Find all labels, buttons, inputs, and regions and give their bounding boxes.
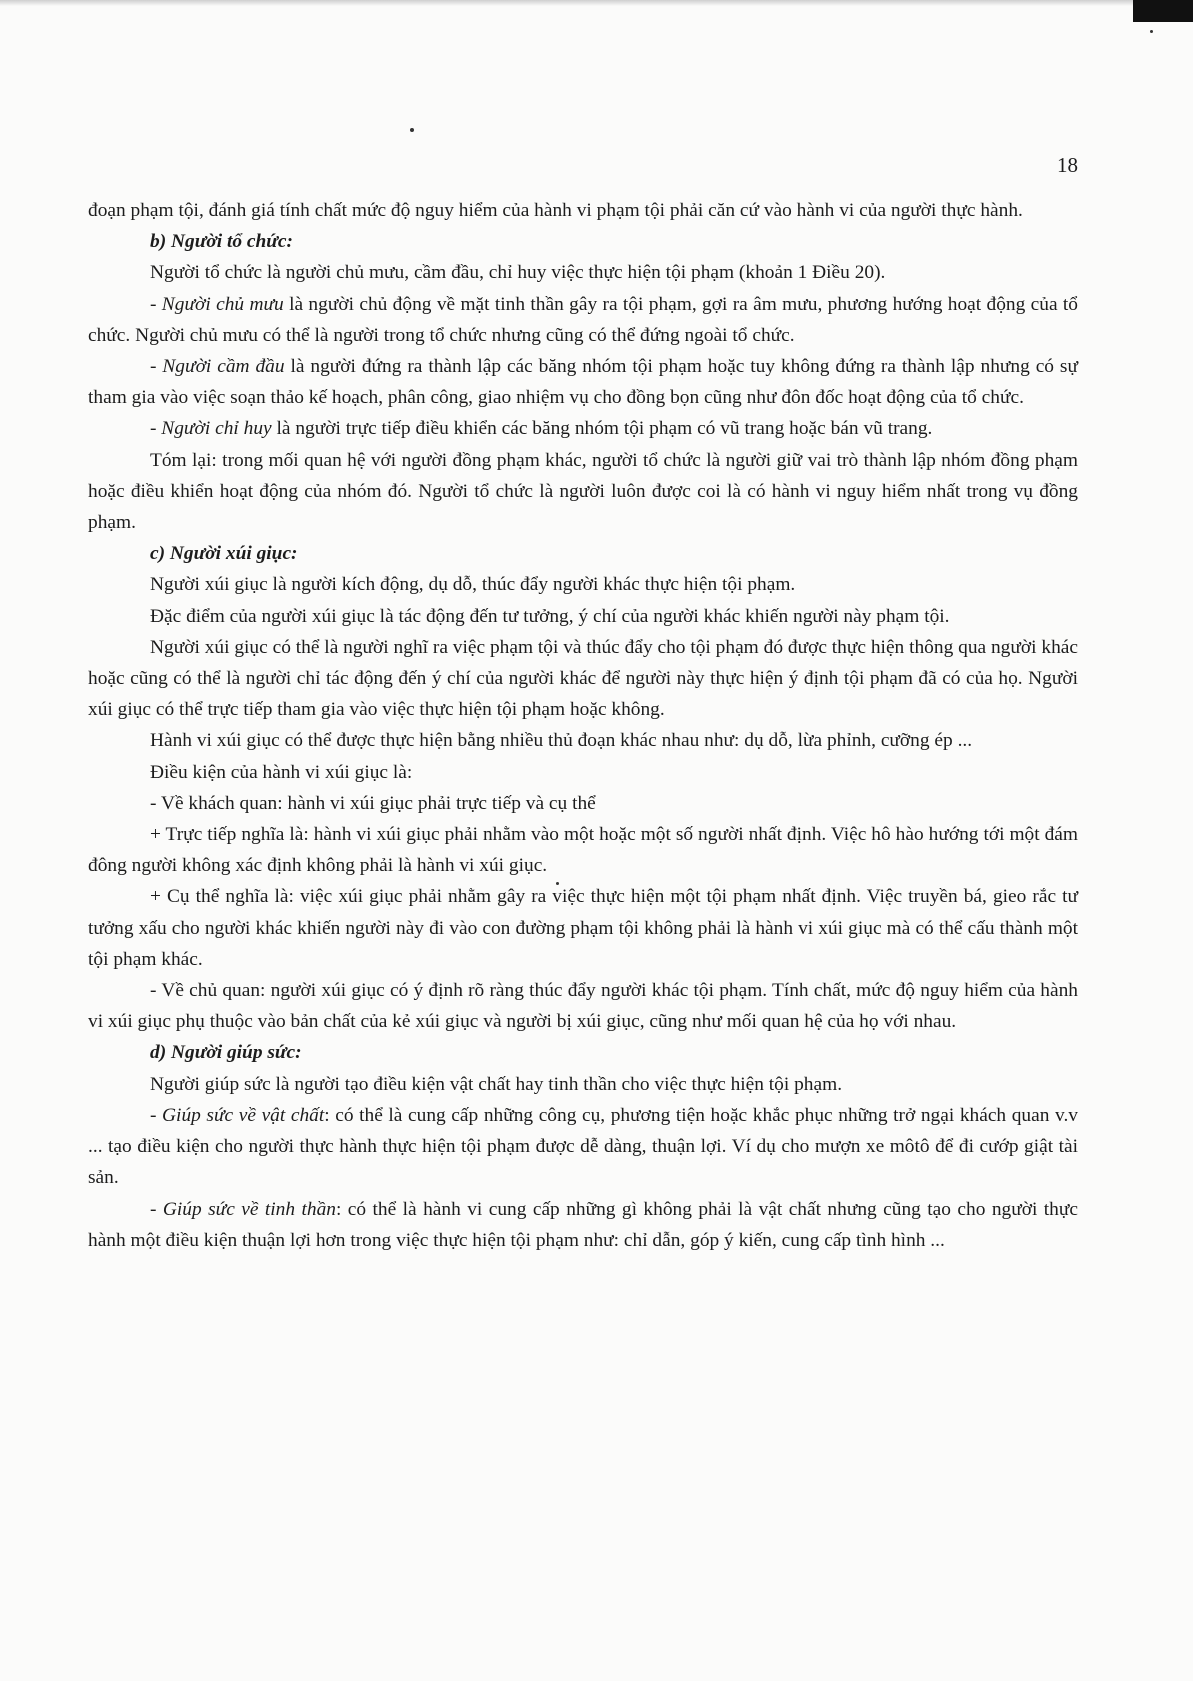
paragraph-text: Người giúp sức là người tạo điều kiện vật chất hay tinh thần cho việc thực hiện tội phạm. xyxy=(150,1073,843,1095)
term: - Người cầm đầu xyxy=(150,356,285,378)
paragraph-text: là người đứng ra thành lập các băng nhóm tội phạm hoặc tuy không đứng ra thành lập nhưng có sự tham gia vào việc soạn thảo kế hoạch, phân công, giao nhiệm vụ cho đồng bọn cũng như đôn đốc hoạt động của tổ chức. xyxy=(88,356,1078,409)
paragraph-text: Đặc điểm của người xúi giục là tác động đến tư tưởng, ý chí của người khác khiến người này phạm tội. xyxy=(150,605,950,627)
scan-speck xyxy=(410,128,414,132)
paragraph xyxy=(88,1069,1078,1100)
paragraph-text: + Trực tiếp nghĩa là: hành vi xúi giục phải nhằm vào một hoặc một số người nhất định. Việc hô hào hướng tới một đám đông người không xác định không phải là hành vi xúi giục. xyxy=(88,824,1078,877)
paragraph xyxy=(88,445,1078,539)
paragraph-text: - Về khách quan: hành vi xúi giục phải trực tiếp và cụ thể xyxy=(150,792,596,814)
paragraph xyxy=(88,819,1078,881)
paragraph xyxy=(88,725,1078,756)
paragraph-text: Người xúi giục là người kích động, dụ dỗ, thúc đẩy người khác thực hiện tội phạm. xyxy=(150,574,796,596)
term: - Giúp sức về tinh thần xyxy=(150,1198,336,1220)
paragraph-text: là người trực tiếp điều khiển các băng nhóm tội phạm có vũ trang hoặc bán vũ trang. xyxy=(271,418,933,440)
paragraph-text: Người xúi giục có thể là người nghĩ ra việc phạm tội và thúc đẩy cho tội phạm đó được thực hiện thông qua người khác hoặc cũng có thể là người chỉ tác động đến ý chí của người khác để người này thực hiện ý định tội phạm đã có của họ. Người xúi giục có thể trực tiếp tham gia vào việc thực hiện tội phạm hoặc không. xyxy=(88,636,1078,721)
paragraph-text: Người tổ chức là người chủ mưu, cầm đầu, chỉ huy việc thực hiện tội phạm (khoản 1 Điều 20). xyxy=(150,262,886,284)
paragraph-text: Tóm lại: trong mối quan hệ với người đồng phạm khác, người tổ chức là người giữ vai trò thành lập nhóm đồng phạm hoặc điều khiển hoạt động của nhóm đó. Người tổ chức là người luôn được coi là có hành vi nguy hiểm nhất trong vụ đồng phạm. xyxy=(88,449,1078,534)
paragraph xyxy=(88,413,1078,444)
paragraph xyxy=(88,632,1078,726)
paragraph-text: : có thể là hành vi cung cấp những gì không phải là vật chất nhưng cũng tạo cho người thực hành một điều kiện thuận lợi hơn trong việc thực hiện tội phạm như: chỉ dẫn, góp ý kiến, cung cấp tình hình ... xyxy=(88,1198,1078,1251)
paragraph xyxy=(88,975,1078,1037)
term: - Người chủ mưu xyxy=(150,293,284,315)
paragraph-text: + Cụ thể nghĩa là: việc xúi giục phải nhằm gây ra việc thực hiện một tội phạm nhất định. Việc truyền bá, gieo rắc tư tưởng xấu cho người khác khiến người này đi vào con đường phạm tội không phải là hành vi xúi giục mà có thể cấu thành một tội phạm khác. xyxy=(88,886,1078,970)
section-heading: b) Người tổ chức: xyxy=(150,231,293,253)
term: - Người chỉ huy xyxy=(150,418,272,440)
scan-corner-mark xyxy=(1133,0,1193,22)
paragraph xyxy=(88,569,1078,600)
section-heading: c) Người xúi giục: xyxy=(150,543,298,565)
paragraph-text: : có thể là cung cấp những công cụ, phương tiện hoặc khắc phục những trở ngại khách quan v.v ... tạo điều kiện cho người thực hành thực hiện tội phạm được dễ dàng, thuận lợi. Ví dụ cho mượn xe môtô để đi cướp giật tài sản. xyxy=(88,1104,1078,1189)
scan-top-edge xyxy=(0,0,1193,6)
page-number: 18 xyxy=(1057,153,1078,177)
paragraph xyxy=(88,195,1078,226)
paragraph xyxy=(88,1100,1078,1194)
paragraph-text: Điều kiện của hành vi xúi giục là: xyxy=(150,761,413,783)
paragraph xyxy=(88,788,1078,819)
paragraph-text: là người chủ động về mặt tinh thần gây ra tội phạm, gợi ra âm mưu, phương hướng hoạt động của tổ chức. Người chủ mưu có thể là người trong tổ chức nhưng cũng có thể đứng ngoài tổ chức. xyxy=(88,293,1078,346)
paragraph xyxy=(88,351,1078,413)
term: - Giúp sức về vật chất xyxy=(150,1104,325,1126)
paragraph-text: - Về chủ quan: người xúi giục có ý định rõ ràng thúc đẩy người khác tội phạm. Tính chất, mức độ nguy hiểm của hành vi xúi giục phụ thuộc vào bản chất của kẻ xúi giục và người bị xúi giục, cũng như mối quan hệ của họ với nhau. xyxy=(88,980,1078,1033)
paragraph xyxy=(88,757,1078,788)
paragraph xyxy=(88,1194,1078,1256)
section-heading: d) Người giúp sức: xyxy=(150,1042,302,1064)
paragraph xyxy=(88,601,1078,632)
scan-speck xyxy=(1150,30,1153,33)
paragraph-text: Hành vi xúi giục có thể được thực hiện bằng nhiều thủ đoạn khác nhau như: dụ dỗ, lừa phỉnh, cưỡng ép ... xyxy=(150,730,973,752)
paragraph xyxy=(88,289,1078,351)
paragraph xyxy=(88,257,1078,288)
paragraph xyxy=(88,881,1078,975)
body-text xyxy=(88,195,1078,1256)
paragraph-text: đoạn phạm tội, đánh giá tính chất mức độ nguy hiểm của hành vi phạm tội phải căn cứ vào hành vi của người thực hành. xyxy=(88,200,1023,221)
